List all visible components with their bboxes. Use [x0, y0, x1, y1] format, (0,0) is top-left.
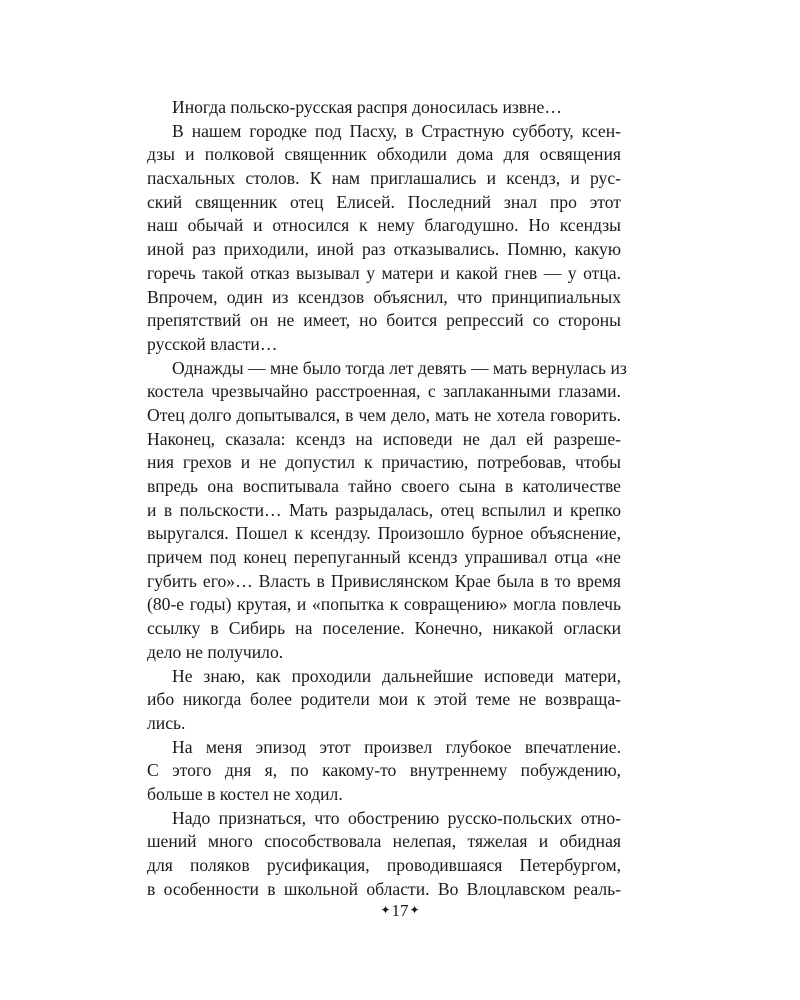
text-line: Однажды — мне было тогда лет девять — мать вернулась из — [172, 357, 627, 378]
text-line: для поляков русификация, проводившаяся Петербургом, — [147, 855, 621, 875]
text-line: причем под конец перепуганный ксендз упрашивал отца «не — [147, 547, 621, 568]
text-line: наш обычай и относился к нему благодушно. Но ксендзы — [147, 215, 621, 236]
text-line: губить его»… Власть в Привислянском Крае была в то время — [147, 570, 621, 591]
text-line: Надо признаться, что обострению русско-польских отно- — [172, 807, 621, 828]
page-number — [0, 899, 800, 922]
text-line: Отец долго допытывался, в чем дело, мать не хотела говорить. — [147, 404, 621, 425]
text-line: ссылку в Сибирь на поселение. Конечно, никакой огласки — [147, 618, 621, 639]
text-line: Иногда польско-русская распря доносилась извне… — [172, 97, 562, 117]
text-line: выругался. Пошел к ксендзу. Произошло бурное объяснение, — [147, 523, 621, 544]
text-line: Впрочем, один из ксендзов объяснил, что принципиальных — [147, 286, 621, 307]
ornament-left-icon: ✦ — [380, 903, 391, 917]
text-line: и в польскости… Мать разрыдалась, отец вспылил и крепко — [147, 499, 621, 520]
text-line: С этого дня я, по какому-то внутреннему побуждению, — [147, 760, 621, 781]
text-line: иной раз приходили, иной раз отказывались. Помню, какую — [147, 239, 621, 260]
text-line: русской власти… — [147, 333, 278, 354]
text-line: дзы и полковой священник обходили дома для освящения — [147, 144, 621, 165]
text-line: дело не получило. — [147, 641, 284, 662]
text-line: (80-е годы) крутая, и «попытка к совращению» могла повлечь — [147, 594, 621, 615]
ornament-right-icon: ✦ — [409, 903, 420, 917]
text-line: препятствий он не имеет, но боится репрессий со стороны — [147, 310, 621, 331]
text-line: На меня эпизод этот произвел глубокое впечатление. — [172, 736, 621, 757]
text-line: шений много способствовала нелепая, тяжелая и обидная — [147, 831, 621, 852]
text-line: ния грехов и не допустил к причастию, потребовав, чтобы — [147, 452, 621, 473]
text-line: больше в костел не ходил. — [147, 783, 343, 804]
text-line: лись. — [147, 712, 186, 733]
text-line: горечь такой отказ вызывал у матери и какой гнев — у отца. — [147, 262, 621, 283]
text-line: Не знаю, как проходили дальнейшие исповеди матери, — [172, 665, 621, 686]
page-body-text — [147, 96, 627, 901]
text-line: ибо никогда более родители мои к этой теме не возвраща- — [147, 689, 621, 710]
text-line: Наконец, сказала: ксендз на исповеди не дал ей разреше- — [147, 428, 621, 449]
text-line: впредь она воспитывала тайно своего сына в католичестве — [147, 476, 621, 496]
text-line: В нашем городке под Пасху, в Страстную субботу, ксен- — [172, 120, 621, 141]
text-line: пасхальных столов. К нам приглашались и ксендз, и рус- — [147, 168, 621, 189]
text-line: в особенности в школьной области. Во Влоцлавском реаль- — [147, 878, 621, 899]
page-number-value: 17 — [391, 901, 409, 920]
text-line: костела чрезвычайно расстроенная, с заплаканными глазами. — [147, 381, 621, 402]
text-line: ский священник отец Елисей. Последний знал про этот — [147, 191, 621, 212]
